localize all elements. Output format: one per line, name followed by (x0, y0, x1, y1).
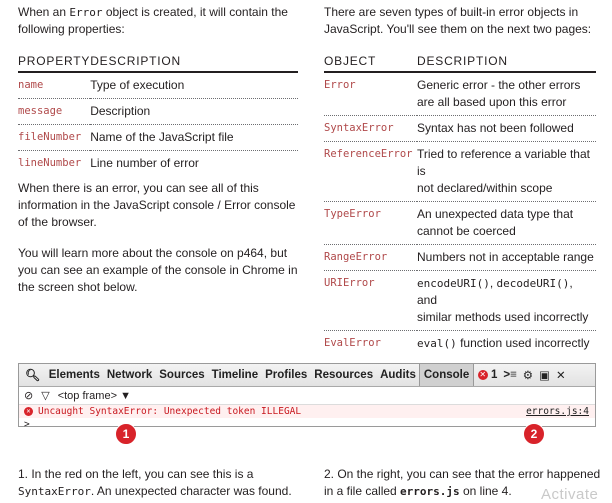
frame-selector[interactable] (58, 390, 131, 402)
caption-text: in a file called (324, 484, 401, 498)
tab-profiles[interactable]: Profiles (265, 369, 308, 381)
object-name: TypeError (324, 202, 417, 245)
desc-line: Generic error - the other errors (417, 78, 581, 92)
desc-line: Tried to reference a variable that is (417, 147, 590, 178)
table-header-row (324, 54, 596, 72)
search-icon[interactable]: 🔍︎ (25, 368, 41, 382)
error-counter[interactable] (478, 369, 498, 381)
inline-code: eval() (417, 337, 457, 350)
intro-left-text: object is created, it will contain the (102, 5, 288, 19)
caption-left (18, 466, 308, 500)
error-icon: ✕ (24, 407, 33, 416)
table-row (18, 125, 298, 151)
inline-code: errors.js (400, 485, 460, 498)
caption-text: 1. In the red on the left, you can see this is a (18, 467, 254, 481)
console-toolbar (19, 387, 595, 405)
desc-line: An unexpected data type that (417, 207, 574, 221)
intro-right (324, 4, 609, 38)
paragraph-line: information in the JavaScript console / Error console (18, 198, 296, 212)
intro-left (18, 4, 298, 38)
inline-code: SyntaxError (18, 485, 91, 498)
intro-left-text: When an (18, 5, 70, 19)
table-row (324, 245, 596, 271)
property-description: Line number of error (90, 156, 199, 170)
object-name: ReferenceError (324, 142, 417, 202)
console-paragraph (18, 180, 303, 231)
tab-resources[interactable]: Resources (314, 369, 374, 381)
properties-table (18, 54, 298, 176)
paragraph-line: of the browser. (18, 215, 97, 229)
inline-code: decodeURI() (496, 277, 570, 290)
devtools-console-screenshot (18, 363, 596, 430)
devtools-controls (478, 368, 566, 382)
tab-timeline[interactable]: Timeline (211, 369, 259, 381)
close-icon[interactable]: ✕ (555, 370, 566, 382)
clear-console-icon[interactable]: ⊘ (24, 390, 34, 402)
object-description: Syntax has not been followed (417, 116, 596, 142)
table-row (324, 202, 596, 245)
column-header: DESCRIPTION (90, 54, 298, 72)
caption-text: 2. On the right, you can see that the error happened (324, 467, 601, 481)
gear-icon[interactable]: ⚙ (522, 370, 534, 382)
learn-paragraph (18, 245, 303, 296)
table-row (18, 72, 298, 99)
console-prompt: > (24, 419, 30, 430)
desc-line: similar methods used incorrectly (417, 310, 589, 324)
object-name: SyntaxError (324, 116, 417, 142)
property-name: fileNumber (18, 125, 90, 151)
desc-line: are all based upon this error (417, 95, 567, 109)
paragraph-line: When there is an error, you can see all of this (18, 181, 259, 195)
intro-right-text: There are seven types of built-in error objects in (324, 5, 579, 19)
object-description (417, 331, 596, 357)
column-header: PROPERTY (18, 54, 90, 72)
desc-text: function used incorrectly (456, 336, 590, 350)
table-row (18, 99, 298, 125)
column-header: OBJECT (324, 54, 417, 72)
error-count: 1 (490, 369, 498, 381)
tab-console[interactable]: Console (419, 364, 473, 386)
column-header: DESCRIPTION (417, 54, 596, 72)
property-name: name (18, 72, 90, 99)
tab-audits[interactable]: Audits (380, 369, 416, 381)
object-name: Error (324, 72, 417, 116)
dropdown-arrow-icon: ▼ (120, 389, 131, 402)
intro-left-text: following properties: (18, 22, 125, 36)
error-message: Uncaught SyntaxError: Unexpected token ILLEGAL (38, 406, 302, 417)
error-source-link[interactable]: errors.js:4 (526, 406, 589, 417)
table-row (324, 331, 596, 357)
callout-badge-1: 1 (115, 423, 137, 445)
desc-line: not declared/within scope (417, 181, 553, 195)
console-prompt-line[interactable] (19, 418, 595, 431)
filter-icon[interactable]: ▽ (41, 390, 50, 402)
console-error-line (19, 405, 595, 418)
table-row (324, 271, 596, 331)
error-code-inline: Error (69, 6, 103, 19)
desc-text: , (489, 276, 497, 290)
object-name: URIError (324, 271, 417, 331)
table-header-row (18, 54, 298, 72)
property-name: message (18, 99, 90, 125)
frame-label: <top frame> (57, 389, 118, 402)
dock-icon[interactable]: ▣ (539, 370, 550, 382)
object-description: Numbers not in acceptable range (417, 245, 596, 271)
table-row (18, 151, 298, 177)
table-row (324, 72, 596, 116)
paragraph-line: the screen shot below. (18, 280, 138, 294)
paragraph-line: you can see an example of the console in Chrome in (18, 263, 298, 277)
error-objects-table (324, 54, 596, 356)
table-row (324, 116, 596, 142)
inline-code: encodeURI() (417, 277, 490, 290)
tab-network[interactable]: Network (106, 369, 153, 381)
property-description: Description (90, 99, 298, 125)
desc-text: , and (417, 276, 573, 307)
property-description: Name of the JavaScript file (90, 125, 298, 151)
error-icon: ✕ (479, 369, 487, 379)
property-description: Type of execution (90, 72, 298, 99)
object-description (417, 271, 596, 331)
paragraph-line: You will learn more about the console on p464, but (18, 246, 288, 260)
caption-text: on line 4. (459, 484, 512, 498)
desc-line: cannot be coerced (417, 224, 516, 238)
object-description (417, 202, 596, 245)
object-description (417, 142, 596, 202)
intro-right-text: JavaScript. You'll see them on the next two pages: (324, 22, 592, 36)
table-row (324, 142, 596, 202)
activation-watermark: Activate (541, 486, 599, 503)
devtools-tab-bar (19, 364, 595, 387)
tab-sources[interactable]: Sources (159, 369, 205, 381)
caption-text: . An unexpected character was found. (90, 484, 292, 498)
drawer-toggle-icon[interactable]: >≡ (503, 369, 517, 381)
tab-elements[interactable]: Elements (48, 369, 100, 381)
object-name: RangeError (324, 245, 417, 271)
object-description (417, 72, 596, 116)
callout-badge-2: 2 (523, 423, 545, 445)
property-name: lineNumber (18, 157, 82, 169)
object-name: EvalError (324, 337, 381, 349)
